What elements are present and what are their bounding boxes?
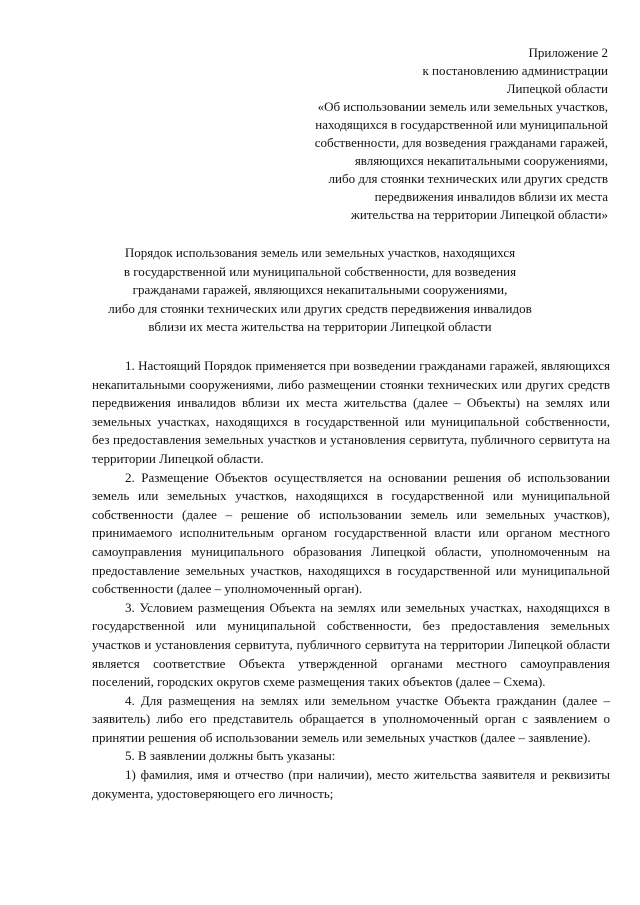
header-line: являющихся некапитальными сооружениями, [354, 153, 608, 168]
header-line: «Об использовании земель или земельных участков, [317, 99, 608, 114]
header-line: находящихся в государственной или муниципальной [315, 117, 608, 132]
header-line: Приложение 2 [528, 45, 608, 60]
paragraph-5-item-1: 1) фамилия, имя и отчество (при наличии), место жительства заявителя и реквизиты документа, удостоверяющего его личность; [92, 767, 610, 801]
appendix-header [248, 44, 608, 224]
header-line: Липецкой области [506, 81, 608, 96]
header-line: собственности, для возведения гражданами гаражей, [314, 135, 608, 150]
title-line: в государственной или муниципальной собственности, для возведения [123, 263, 517, 279]
title-line: вблизи их места жительства на территории Липецкой области [148, 319, 492, 334]
paragraph-4: 4. Для размещения на землях или земельном участке Объекта гражданин (далее – заявитель) либо его представитель обращается в уполномоченный орган с заявлением о принятии решения об использовании земель или земельных участков (далее – заявление). [92, 692, 610, 745]
document-body [92, 357, 610, 803]
document-title [64, 244, 576, 337]
title-line: либо для стоянки технических или других средств передвижения инвалидов [108, 300, 532, 316]
header-line: к постановлению администрации [422, 63, 608, 78]
title-line: Порядок использования земель или земельных участков, находящихся [124, 245, 516, 260]
paragraph-3: 3. Условием размещения Объекта на землях или земельных участках, находящихся в государственной или муниципальной собственности, без предоставления земельных участков и установления сервитута, публичного сервитута на территории Липецкой области является соответствие Объекта утвержденной органами местного самоуправления поселений, городских округов схеме размещения таких объектов (далее – Схема). [92, 599, 610, 690]
paragraph-1: 1. Настоящий Порядок применяется при возведении гражданами гаражей, являющихся некапитальными сооружениями, либо размещении стоянки технических или других средств передвижения инвалидов вблизи их места жительства (далее – Объекты) на землях или земельных участках, находящихся в государственной или муниципальной собственности, без предоставления земельных участков и установления сервитута, публичного сервитута на территории Липецкой области. [92, 358, 610, 466]
paragraph-5: 5. В заявлении должны быть указаны: [125, 748, 336, 764]
paragraph-2: 2. Размещение Объектов осуществляется на основании решения об использовании земель или земельных участков, находящихся в государственной или муниципальной собственности (далее – решение об использовании земель или земельных участков), принимаемого исполнительным органом государственной власти или органом местного самоуправления муниципального образования Липецкой области, уполномоченным на предоставление земельных участков, находящихся в государственной или муниципальной собственности (далее – уполномоченный орган). [92, 469, 610, 597]
title-line: гражданами гаражей, являющихся некапитальными сооружениями, [132, 282, 508, 297]
header-line: передвижения инвалидов вблизи их места [374, 189, 608, 204]
header-line: либо для стоянки технических или других средств [328, 171, 608, 186]
header-line: жительства на территории Липецкой области» [350, 207, 608, 222]
